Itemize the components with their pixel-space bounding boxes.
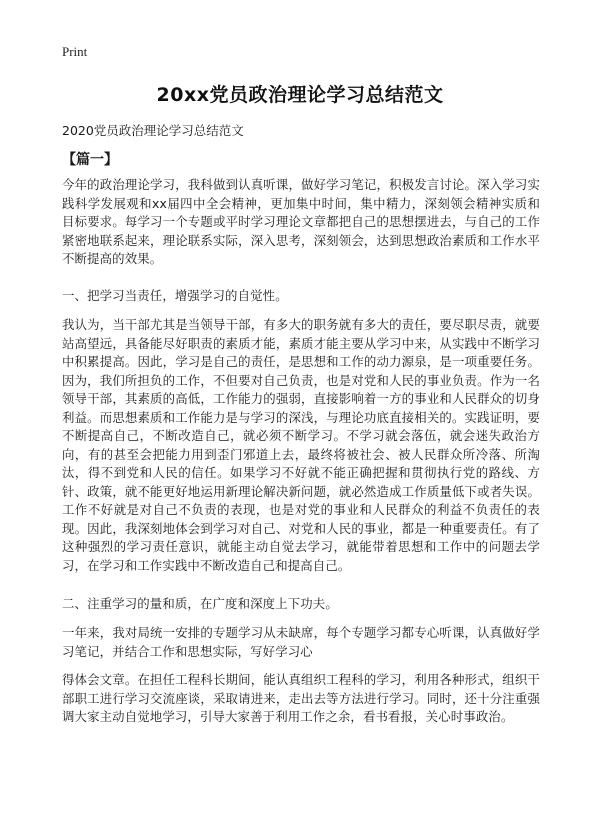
subtitle: 2020党员政治理论学习总结范文	[62, 123, 244, 138]
print-label[interactable]: Print	[62, 44, 88, 59]
page-title: 20xx党员政治理论学习总结范文	[156, 84, 444, 106]
paragraph-intro: 今年的政治理论学习，我科做到认真听课，做好学习笔记，积极发言讨论。深入学习实践科学发展观和xx届四中全会精神，更加集中时间，集中精力，深刻领会精神实质和目标要求。每学习一个专题或平时学习理论文章都把自己的思想摆进去，与自己的工作紧密地联系起来，理论联系实际，深入思考，深刻领会，达到思想政治素质和工作水平不断提高的效果。	[62, 177, 540, 266]
paragraph-responsibility: 我认为，当干部尤其是当领导干部，有多大的职务就有多大的责任，要尽职尽责，就要站高望远，具备能尽好职责的素质才能，素质才能主要从学习中来，从实践中不断学习中积累提高。因此，学习是自己的责任，是思想和工作的动力源泉，是一项重要任务。因为，我们所担负的工作，不但要对自己负责，也是对党和人民的事业负责。作为一名领导干部，其素质的高低，工作能力的强弱，直接影响着一方的事业和人民群众的切身利益。而思想素质和工作能力是与学习的深浅，与理论功底直接相关的。实践证明，要不断提高自己，不断改造自己，就必须不断学习。不学习就会落伍，就会迷失政治方向，有的甚至会把能力用到歪门邪道上去，最终将被社会、被人民群众所冷落、所淘汰，得不到党和人民的信任。如果学习不好就不能正确把握和贯彻执行党的路线、方针、政策，就不能更好地运用新理论解决新问题，就必然造成工作质量低下或者失误。工作不好就是对自己不负责的表现，也是对党的事业和人民群众的利益不负责任的表现。因此，我深刻地体会到学习对自己、对党和人民的事业，都是一种重要责任。有了这种强烈的学习责任意识，就能主动自觉去学习，就能带着思想和工作中的问题去学习，在学习和工作实践中不断改造自己和提高自己。	[62, 317, 540, 573]
heading-point-one: 一、把学习当责任，增强学习的自觉性。	[62, 288, 288, 303]
section-heading: 【篇一】	[62, 152, 118, 168]
paragraph-organization: 得体会文章。在担任工程科长期间，能认真组织工程科的学习，利用各种形式，组织干部职工进行学习交流座谈，采取请进来，走出去等方法进行学习。同时，还十分注重强调大家主动自觉地学习，引导大家善于利用工作之余，看书看报，关心时事政治。	[62, 672, 540, 724]
paragraph-attendance: 一年来，我对局统一安排的专题学习从未缺席，每个专题学习都专心听课，认真做好学习笔记，并结合工作和思想实际，写好学习心	[62, 625, 540, 659]
heading-point-two: 二、注重学习的量和质，在广度和深度上下功夫。	[62, 596, 338, 611]
